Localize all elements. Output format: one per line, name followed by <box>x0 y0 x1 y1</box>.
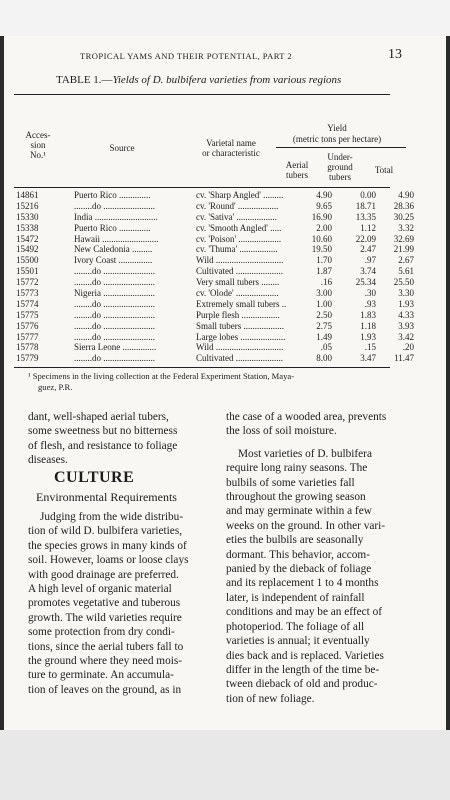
cell-accession: 15501 <box>16 266 39 277</box>
text-line: panied by the dieback of foliage <box>226 563 372 576</box>
table-caption <box>56 74 341 86</box>
table-row <box>14 190 414 201</box>
table-row <box>14 320 414 332</box>
right-column <box>226 410 398 706</box>
cell-accession: 15774 <box>16 298 39 309</box>
cell-underground: 13.35 <box>355 211 376 222</box>
footnote-line: ¹ Specimens in the living collection at the Federal Experiment Station, Maya- <box>28 371 295 381</box>
table-header-rule <box>14 187 390 188</box>
text-line: ture to germinate. An accumula- <box>28 669 174 682</box>
cell-variety: Purple flesh ................. <box>196 309 280 320</box>
text-line: the loss of soil moisture. <box>226 425 337 438</box>
cell-aerial: 3.00 <box>316 288 332 299</box>
cell-underground: 25.34 <box>355 277 376 288</box>
text-line: A high level of organic material <box>28 583 172 596</box>
cell-total: 2.67 <box>398 255 414 266</box>
cell-variety: cv. 'Sharp Angled' ......... <box>196 190 284 200</box>
header-aerial-line: Aerial <box>285 160 309 170</box>
table-bottom-rule <box>14 367 390 368</box>
cell-accession: 15492 <box>16 244 39 255</box>
table-row <box>14 288 414 299</box>
cell-source: New Caledonia ......... <box>74 244 153 255</box>
cell-underground: 18.71 <box>355 200 376 211</box>
cell-underground: 1.18 <box>360 320 376 331</box>
header-aerial <box>278 160 316 180</box>
cell-accession: 15472 <box>16 233 39 244</box>
cell-accession: 15777 <box>16 331 39 342</box>
text-line: tion of wild D. bulbifera varieties, <box>28 525 183 538</box>
cell-variety: Wild .............................. <box>196 342 284 353</box>
cell-total: 5.61 <box>398 266 414 277</box>
cell-variety: Wild .............................. <box>196 255 284 266</box>
left-column-continued <box>28 410 218 468</box>
table-caption-prefix: TABLE 1.— <box>56 74 113 86</box>
cell-aerial: .05 <box>320 342 332 353</box>
cell-source: Puerto Rico .............. <box>74 222 151 233</box>
cell-aerial: 2.00 <box>316 222 332 233</box>
cell-aerial: 1.87 <box>316 266 332 277</box>
header-accession-line: sion <box>30 140 46 150</box>
text-line: tion of leaves on the ground, as in <box>28 683 182 696</box>
cell-aerial: 8.00 <box>316 353 332 364</box>
header-underground-line: Under- <box>327 152 353 162</box>
text-line: differ in the length of the time be- <box>226 663 380 676</box>
cell-accession: 15330 <box>16 211 39 222</box>
text-line: growth. The wild varieties require <box>28 611 182 624</box>
table-row <box>14 244 414 255</box>
section-heading-culture: CULTURE <box>54 469 135 486</box>
running-head <box>0 47 442 65</box>
text-line: dies back and is replaced. Varieties <box>226 649 384 662</box>
table-caption-title: Yields of D. bulbifera varieties from various regions <box>112 74 342 86</box>
cell-accession: 15338 <box>16 222 39 233</box>
cell-underground: 3.74 <box>360 266 376 277</box>
cell-source: ........do ....................... <box>74 320 155 331</box>
text-line: promotes vegetative and tuberous <box>28 597 181 610</box>
header-accession-line: No.¹ <box>30 150 46 160</box>
header-total: Total <box>374 165 394 175</box>
cell-aerial: 4.90 <box>316 190 332 200</box>
cell-source: ........do ....................... <box>74 309 155 320</box>
text-line: and its replacement 1 to 4 months <box>226 577 379 590</box>
cell-total: 32.69 <box>393 233 414 244</box>
cell-total: 3.32 <box>398 222 414 233</box>
cell-accession: 15776 <box>16 320 39 331</box>
cell-accession: 15775 <box>16 309 39 320</box>
text-line: require long rainy seasons. The <box>226 462 368 475</box>
cell-source: ........do ....................... <box>74 277 155 288</box>
cell-aerial: 2.75 <box>316 320 332 331</box>
table-row <box>14 277 414 288</box>
cell-total: 4.33 <box>398 309 414 320</box>
header-varietal-line: Varietal name <box>206 138 256 148</box>
text-line: some protection from dry condi- <box>28 626 175 639</box>
cell-aerial: 19.50 <box>311 244 332 255</box>
cell-underground: .93 <box>364 298 376 309</box>
cell-aerial: 16.90 <box>311 211 332 222</box>
cell-accession: 14861 <box>16 190 39 200</box>
text-line: throughout the growing season <box>226 491 366 504</box>
table-footnote <box>28 371 388 393</box>
cell-variety: Large lobes .................... <box>196 331 286 342</box>
header-accession-line: Acces- <box>25 130 51 140</box>
text-line: some sweetness but no bitterness <box>28 425 178 438</box>
cell-accession: 15216 <box>16 200 39 211</box>
header-accession <box>16 130 60 160</box>
cell-accession: 15779 <box>16 353 39 364</box>
cell-total: 3.93 <box>398 320 414 331</box>
cell-underground: 1.12 <box>360 222 376 233</box>
table-row <box>14 222 414 234</box>
table-row <box>14 266 414 277</box>
header-yield: Yield <box>327 123 347 133</box>
cell-variety: Cultivated ..................... <box>196 266 283 277</box>
cell-variety: cv. 'Poison' ................... <box>196 233 282 244</box>
cell-variety: Cultivated ..................... <box>196 353 283 364</box>
yield-rule <box>276 147 406 148</box>
table-row <box>14 255 414 266</box>
cell-aerial: 9.65 <box>316 200 332 211</box>
table-row <box>14 298 414 310</box>
text-line: tion of new foliage. <box>226 692 315 705</box>
table-row <box>14 353 414 364</box>
paragraph-gap <box>226 439 398 447</box>
header-underground <box>318 152 362 182</box>
header-aerial-line: tubers <box>286 170 308 180</box>
cell-source: ........do ....................... <box>74 298 155 309</box>
table-row <box>14 309 414 321</box>
cell-source: ........do ....................... <box>74 353 155 364</box>
text-line: varieties is annual; it eventually <box>226 635 370 648</box>
cell-total: 21.99 <box>393 244 414 255</box>
footnote-line: guez, P.R. <box>38 382 73 392</box>
cell-aerial: 1.00 <box>316 298 332 309</box>
cell-underground: 22.09 <box>355 233 376 244</box>
text-line: the case of a wooded area, prevents <box>226 411 387 423</box>
text-line: eties the bulbils are seasonally <box>226 534 364 547</box>
subheading-environmental: Environmental Requirements <box>36 490 177 504</box>
cell-underground: 0.00 <box>360 190 376 200</box>
cell-source: Puerto Rico .............. <box>74 190 151 200</box>
text-line: the ground where they need mois- <box>28 655 183 668</box>
viewer-bottom-bar <box>0 730 450 800</box>
text-line: tions, since the aerial tubers fall to <box>28 640 184 653</box>
cell-source: India ............................ <box>74 211 158 222</box>
cell-source: ........do ....................... <box>74 200 155 211</box>
text-line: conditions and may be an effect of <box>226 606 383 619</box>
cell-underground: 1.83 <box>360 309 376 320</box>
table-row <box>14 342 414 353</box>
cell-underground: 3.47 <box>360 353 376 364</box>
cell-accession: 15772 <box>16 277 39 288</box>
cell-source: ........do ....................... <box>74 331 155 342</box>
viewer-top-bar <box>0 0 450 36</box>
cell-aerial: 2.50 <box>316 309 332 320</box>
cell-variety: Very small tubers ........ <box>196 277 280 288</box>
cell-aerial: 1.49 <box>316 331 332 342</box>
text-line: dant, well-shaped aerial tubers, <box>28 411 169 423</box>
text-line: weeks on the ground. In other vari- <box>226 519 386 532</box>
header-yield-units: (metric tons per hectare) <box>292 134 382 144</box>
cell-underground: 1.93 <box>360 331 376 342</box>
cell-variety: cv. 'Olode' ................... <box>196 288 279 299</box>
cell-variety: cv. 'Round' .................. <box>196 200 279 211</box>
text-line: diseases. <box>28 454 68 467</box>
text-line: photoperiod. The foliage of all <box>226 620 365 633</box>
header-varietal-line: or characteristic <box>202 148 260 158</box>
text-line: Most varieties of D. bulbifera <box>238 447 372 460</box>
cell-source: ........do ....................... <box>74 266 155 277</box>
header-underground-line: tubers <box>329 172 351 182</box>
cell-underground: .30 <box>364 288 376 299</box>
text-line: the species grows in many kinds of <box>28 539 187 552</box>
cell-total: 3.42 <box>398 331 414 342</box>
cell-variety: Small tubers .................. <box>196 320 284 331</box>
table-top-rule <box>14 94 390 95</box>
text-line: soil. However, loams or loose clays <box>28 554 189 567</box>
cell-underground: .15 <box>364 342 376 353</box>
cell-total: 25.50 <box>393 277 414 288</box>
cell-source: Sierra Leone ............... <box>74 342 157 353</box>
cell-variety: cv. 'Smooth Angled' ..... <box>196 222 282 233</box>
cell-source: Nigeria ....................... <box>74 288 155 299</box>
cell-total: 28.36 <box>393 200 414 211</box>
cell-source: Ivory Coast ............... <box>74 255 153 266</box>
text-line: bulbils of some varieties fall <box>226 476 355 489</box>
cell-variety: cv. 'Sativa' .................. <box>196 211 277 222</box>
cell-total: 4.90 <box>398 190 414 200</box>
table-body <box>14 190 414 364</box>
text-line: dormant. This behavior, accom- <box>226 548 370 561</box>
cell-aerial: 10.60 <box>311 233 332 244</box>
header-underground-line: ground <box>327 162 353 172</box>
header-source: Source <box>109 143 135 153</box>
cell-total: 11.47 <box>394 353 414 364</box>
text-line: Judging from the wide distribu- <box>40 511 184 523</box>
cell-total: 3.30 <box>398 288 414 299</box>
cell-aerial: 1.70 <box>316 255 332 266</box>
cell-underground: .97 <box>364 255 376 266</box>
table-row <box>14 211 414 223</box>
text-line: tween dieback of old and produc- <box>226 678 378 691</box>
table-row <box>14 331 414 343</box>
table-row <box>14 200 414 212</box>
cell-total: 30.25 <box>393 211 414 222</box>
cell-variety: cv. 'Thuma' ................. <box>196 244 278 255</box>
running-head-title: TROPICAL YAMS AND THEIR POTENTIAL, PART 2 <box>80 51 293 61</box>
text-line: later, is independent of rainfall <box>226 591 365 604</box>
cell-total: 1.93 <box>398 298 414 309</box>
cell-underground: 2.47 <box>360 244 376 255</box>
text-line: with good drainage are preferred. <box>28 568 179 581</box>
left-column-paragraph <box>28 510 218 697</box>
cell-source: Hawaii ......................... <box>74 233 159 244</box>
cell-accession: 15773 <box>16 288 39 299</box>
page-number: 13 <box>388 47 402 62</box>
cell-total: .20 <box>402 342 414 353</box>
text-line: of flesh, and resistance to foliage <box>28 439 178 452</box>
text-line: and may germinate within a few <box>226 505 372 518</box>
cell-accession: 15778 <box>16 342 39 353</box>
table-row <box>14 233 414 245</box>
cell-aerial: .16 <box>320 277 332 288</box>
cell-variety: Extremely small tubers .. <box>196 298 286 309</box>
cell-accession: 15500 <box>16 255 39 266</box>
